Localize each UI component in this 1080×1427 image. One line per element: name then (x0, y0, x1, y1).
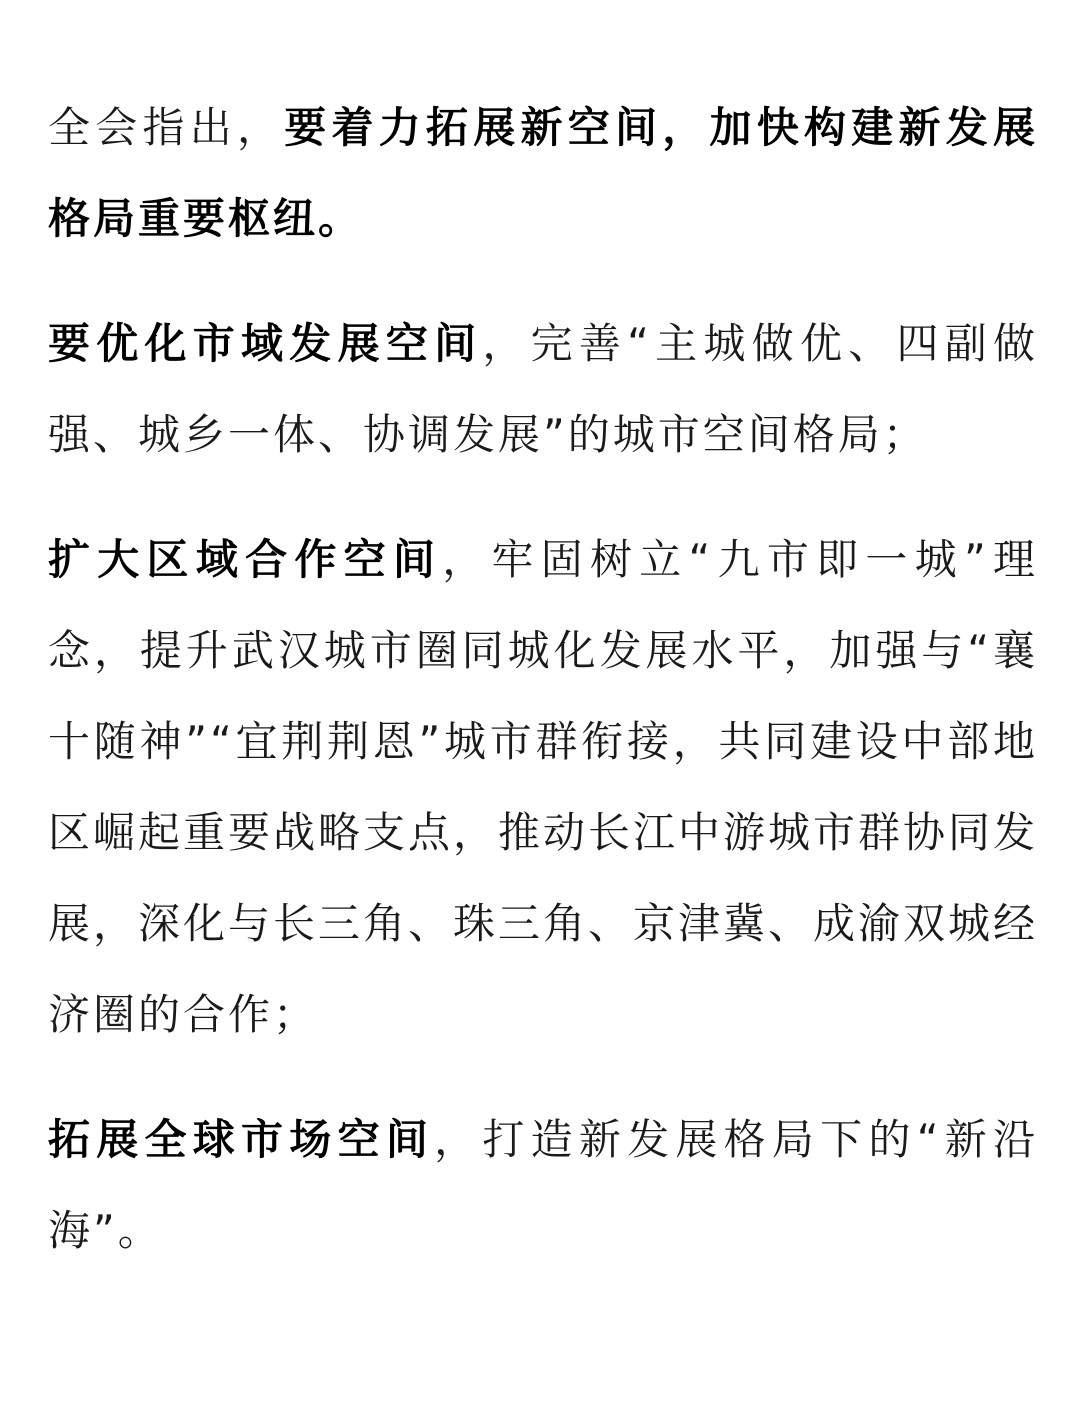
paragraph-regional-cooperation (48, 514, 1038, 1060)
paragraph-heading: 扩大区域合作空间 (48, 535, 443, 584)
paragraph-text: ，牢固树立“九市即一城”理念，提升武汉城市圈同城化发展水平，加强与“襄十随神”“宜荆荆恩”城市群衔接，共同建设中部地区崛起重要战略支点，推动长江中游城市群协同发展，深化与长三角、珠三角、京津冀、成渝双城经济圈的合作； (48, 535, 1039, 1039)
paragraph-bold-text: 要着力拓展新空间，加快构建新发展格局重要枢纽。 (48, 103, 1038, 243)
paragraph-summary (48, 82, 1038, 264)
paragraph-lead-text: 全会指出， (48, 103, 285, 152)
paragraph-text: ，打造新发展格局下的“新沿海”。 (48, 1115, 1038, 1255)
paragraph-city-space (48, 298, 1038, 480)
paragraph-heading: 要优化市域发展空间 (48, 319, 483, 368)
paragraph-heading: 拓展全球市场空间 (48, 1115, 435, 1164)
paragraph-text: ，完善“主城做优、四副做强、城乡一体、协调发展”的城市空间格局； (48, 319, 1038, 459)
paragraph-global-market (48, 1094, 1038, 1276)
article-body (48, 82, 1038, 1310)
